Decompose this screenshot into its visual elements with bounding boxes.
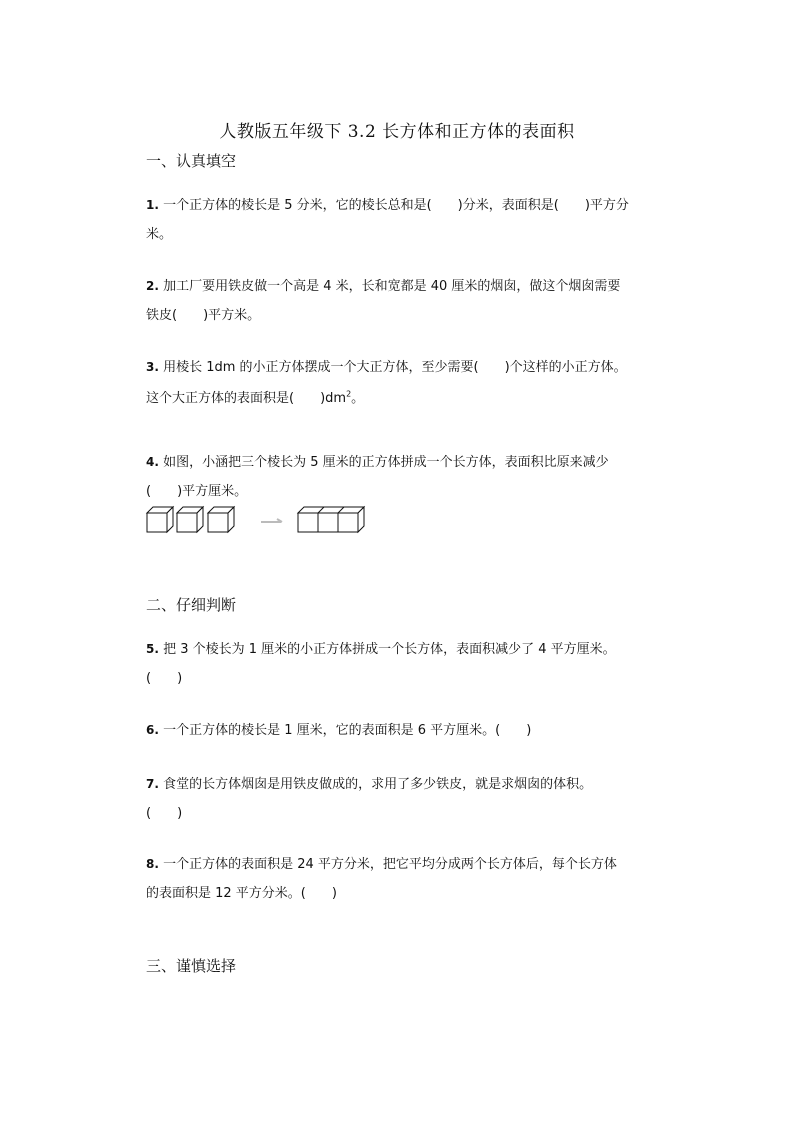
question-text-continued: 米。 bbox=[146, 227, 173, 242]
question-text-continued: 这个大正方体的表面积是( )dm bbox=[146, 391, 347, 406]
question-4 bbox=[146, 448, 656, 506]
question-number: 2. bbox=[146, 279, 159, 293]
question-number: 6. bbox=[146, 723, 159, 737]
joined-cuboid bbox=[298, 507, 364, 532]
question-7 bbox=[146, 770, 656, 828]
question-number: 8. bbox=[146, 857, 159, 871]
arrow-icon bbox=[261, 519, 282, 522]
cubes-figure bbox=[144, 502, 384, 536]
question-text: 食堂的长方体烟囱是用铁皮做成的，求用了多少铁皮，就是求烟囱的体积。 bbox=[163, 777, 593, 792]
question-text-continued: ( )平方厘米。 bbox=[146, 484, 248, 499]
question-1 bbox=[146, 191, 656, 249]
question-text: 一个正方体的表面积是 24 平方分米，把它平均分成两个长方体后，每个长方体 bbox=[163, 857, 617, 872]
cube-icon bbox=[177, 507, 203, 532]
superscript: 2 bbox=[346, 389, 352, 399]
answer-parentheses: ( ) bbox=[146, 806, 183, 821]
question-number: 7. bbox=[146, 777, 159, 791]
section-heading-judge: 二、仔细判断 bbox=[146, 596, 237, 614]
section-heading-fill-in: 一、认真填空 bbox=[146, 152, 237, 170]
question-number: 4. bbox=[146, 455, 159, 469]
section-heading-choose: 三、谨慎选择 bbox=[146, 957, 237, 975]
question-2 bbox=[146, 272, 656, 330]
question-number: 3. bbox=[146, 360, 159, 374]
separate-cubes bbox=[147, 507, 234, 532]
page-title: 人教版五年级下 3.2 长方体和正方体的表面积 bbox=[219, 122, 575, 142]
question-5 bbox=[146, 635, 656, 693]
question-text: 如图，小涵把三个棱长为 5 厘米的正方体拼成一个长方体，表面积比原来减少 bbox=[163, 455, 609, 470]
question-text: 加工厂要用铁皮做一个高是 4 米，长和宽都是 40 厘米的烟囱，做这个烟囱需要 bbox=[163, 279, 621, 294]
question-8 bbox=[146, 850, 656, 908]
question-text: 用棱长 1dm 的小正方体摆成一个大正方体，至少需要( )个这样的小正方体。 bbox=[163, 360, 627, 375]
question-text-continued: 铁皮( )平方米。 bbox=[146, 308, 261, 323]
question-number: 1. bbox=[146, 198, 159, 212]
cube-icon bbox=[208, 507, 234, 532]
question-6 bbox=[146, 716, 656, 745]
question-3 bbox=[146, 353, 656, 413]
cube-icon bbox=[147, 507, 173, 532]
question-text: 一个正方体的棱长是 1 厘米，它的表面积是 6 平方厘米。( ) bbox=[163, 723, 532, 738]
question-text: 把 3 个棱长为 1 厘米的小正方体拼成一个长方体，表面积减少了 4 平方厘米。 bbox=[163, 642, 616, 657]
answer-parentheses: ( ) bbox=[146, 671, 183, 686]
question-text-continued: 的表面积是 12 平方分米。( ) bbox=[146, 886, 337, 901]
question-number: 5. bbox=[146, 642, 159, 656]
question-text-end: 。 bbox=[351, 391, 365, 406]
question-text: 一个正方体的棱长是 5 分米，它的棱长总和是( )分米，表面积是( )平方分 bbox=[163, 198, 629, 213]
